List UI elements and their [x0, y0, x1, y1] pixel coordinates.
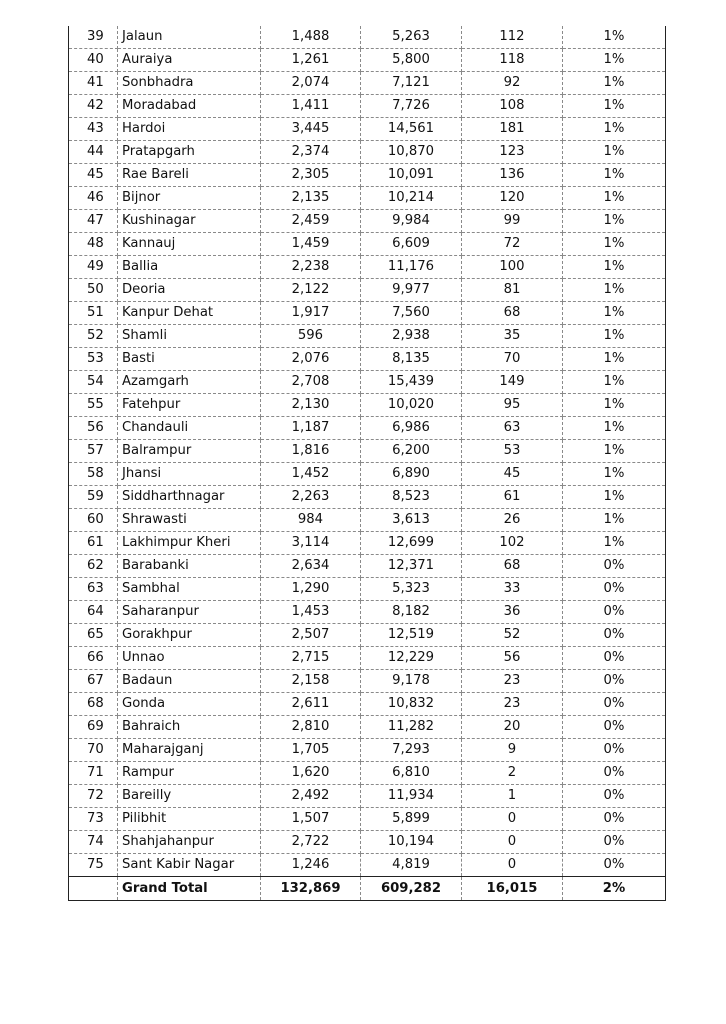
serial-cell: 60 — [69, 509, 118, 532]
district-name-cell: Sambhal — [118, 578, 261, 601]
table-row — [69, 785, 666, 808]
district-name-cell: Kannauj — [118, 233, 261, 256]
value-c-cell: 20 — [462, 716, 563, 739]
district-name-cell: Badaun — [118, 670, 261, 693]
table-row — [69, 325, 666, 348]
percent-cell: 1% — [563, 417, 666, 440]
percent-cell: 1% — [563, 325, 666, 348]
value-c-cell: 118 — [462, 49, 563, 72]
table-row — [69, 854, 666, 877]
percent-cell: 0% — [563, 739, 666, 762]
percent-cell: 0% — [563, 647, 666, 670]
value-c-cell: 0 — [462, 808, 563, 831]
serial-cell: 39 — [69, 26, 118, 49]
value-a-cell: 1,507 — [261, 808, 361, 831]
value-a-cell: 1,246 — [261, 854, 361, 877]
district-name-cell: Rae Bareli — [118, 164, 261, 187]
serial-cell: 71 — [69, 762, 118, 785]
table-row — [69, 371, 666, 394]
serial-cell: 47 — [69, 210, 118, 233]
percent-cell: 1% — [563, 49, 666, 72]
percent-cell: 1% — [563, 348, 666, 371]
value-a-cell: 1,705 — [261, 739, 361, 762]
value-b-cell: 15,439 — [361, 371, 462, 394]
serial-cell: 41 — [69, 72, 118, 95]
serial-cell: 63 — [69, 578, 118, 601]
district-name-cell: Pilibhit — [118, 808, 261, 831]
table-row — [69, 578, 666, 601]
value-a-cell: 1,452 — [261, 463, 361, 486]
serial-cell: 61 — [69, 532, 118, 555]
value-b-cell: 12,699 — [361, 532, 462, 555]
value-a-cell: 1,187 — [261, 417, 361, 440]
value-c-cell: 112 — [462, 26, 563, 49]
value-a-cell: 2,122 — [261, 279, 361, 302]
value-b-cell: 7,293 — [361, 739, 462, 762]
value-a-cell: 2,074 — [261, 72, 361, 95]
value-b-cell: 8,182 — [361, 601, 462, 624]
value-c-cell: 23 — [462, 693, 563, 716]
district-name-cell: Sonbhadra — [118, 72, 261, 95]
serial-cell: 52 — [69, 325, 118, 348]
percent-cell: 0% — [563, 808, 666, 831]
value-c-cell: 72 — [462, 233, 563, 256]
value-b-cell: 6,200 — [361, 440, 462, 463]
serial-cell: 57 — [69, 440, 118, 463]
value-b-cell: 8,135 — [361, 348, 462, 371]
serial-cell: 75 — [69, 854, 118, 877]
table-row — [69, 693, 666, 716]
district-name-cell: Kushinagar — [118, 210, 261, 233]
percent-cell: 1% — [563, 463, 666, 486]
value-a-cell: 2,459 — [261, 210, 361, 233]
value-b-cell: 11,176 — [361, 256, 462, 279]
value-c-cell: 1 — [462, 785, 563, 808]
percent-cell: 1% — [563, 233, 666, 256]
percent-cell: 0% — [563, 831, 666, 854]
value-b-cell: 10,020 — [361, 394, 462, 417]
value-a-cell: 1,261 — [261, 49, 361, 72]
district-name-cell: Sant Kabir Nagar — [118, 854, 261, 877]
serial-cell: 51 — [69, 302, 118, 325]
table-row — [69, 187, 666, 210]
value-b-cell: 11,934 — [361, 785, 462, 808]
serial-cell: 43 — [69, 118, 118, 141]
value-c-cell: 33 — [462, 578, 563, 601]
value-c-cell: 120 — [462, 187, 563, 210]
value-c-cell: 0 — [462, 854, 563, 877]
value-a-cell: 1,917 — [261, 302, 361, 325]
value-a-cell: 1,816 — [261, 440, 361, 463]
serial-cell: 64 — [69, 601, 118, 624]
serial-cell: 56 — [69, 417, 118, 440]
district-name-cell: Bareilly — [118, 785, 261, 808]
value-c-cell: 0 — [462, 831, 563, 854]
value-c-cell: 136 — [462, 164, 563, 187]
district-name-cell: Auraiya — [118, 49, 261, 72]
table-row — [69, 210, 666, 233]
value-b-cell: 7,560 — [361, 302, 462, 325]
percent-cell: 0% — [563, 578, 666, 601]
total-value-a-cell: 132,869 — [261, 877, 361, 901]
value-a-cell: 2,135 — [261, 187, 361, 210]
value-b-cell: 9,178 — [361, 670, 462, 693]
value-a-cell: 2,130 — [261, 394, 361, 417]
serial-cell: 68 — [69, 693, 118, 716]
table-row — [69, 716, 666, 739]
percent-cell: 0% — [563, 785, 666, 808]
value-a-cell: 984 — [261, 509, 361, 532]
serial-cell: 44 — [69, 141, 118, 164]
value-b-cell: 9,977 — [361, 279, 462, 302]
percent-cell: 1% — [563, 302, 666, 325]
serial-cell: 53 — [69, 348, 118, 371]
district-name-cell: Bahraich — [118, 716, 261, 739]
serial-cell: 45 — [69, 164, 118, 187]
district-name-cell: Jhansi — [118, 463, 261, 486]
serial-cell: 54 — [69, 371, 118, 394]
total-value-b-cell: 609,282 — [361, 877, 462, 901]
district-name-cell: Hardoi — [118, 118, 261, 141]
table-row — [69, 532, 666, 555]
district-name-cell: Jalaun — [118, 26, 261, 49]
district-name-cell: Moradabad — [118, 95, 261, 118]
total-serial-cell — [69, 877, 118, 901]
table-row — [69, 509, 666, 532]
value-c-cell: 36 — [462, 601, 563, 624]
table-row — [69, 26, 666, 49]
table-row — [69, 95, 666, 118]
value-c-cell: 123 — [462, 141, 563, 164]
table-row — [69, 348, 666, 371]
district-name-cell: Azamgarh — [118, 371, 261, 394]
value-a-cell: 3,114 — [261, 532, 361, 555]
value-b-cell: 6,986 — [361, 417, 462, 440]
table-row — [69, 440, 666, 463]
serial-cell: 42 — [69, 95, 118, 118]
percent-cell: 1% — [563, 95, 666, 118]
serial-cell: 62 — [69, 555, 118, 578]
value-b-cell: 3,613 — [361, 509, 462, 532]
value-c-cell: 26 — [462, 509, 563, 532]
value-c-cell: 68 — [462, 302, 563, 325]
value-b-cell: 2,938 — [361, 325, 462, 348]
value-c-cell: 9 — [462, 739, 563, 762]
percent-cell: 0% — [563, 670, 666, 693]
value-c-cell: 53 — [462, 440, 563, 463]
value-b-cell: 4,819 — [361, 854, 462, 877]
table-row — [69, 555, 666, 578]
value-c-cell: 149 — [462, 371, 563, 394]
district-name-cell: Saharanpur — [118, 601, 261, 624]
serial-cell: 74 — [69, 831, 118, 854]
value-c-cell: 181 — [462, 118, 563, 141]
value-a-cell: 2,238 — [261, 256, 361, 279]
serial-cell: 55 — [69, 394, 118, 417]
district-name-cell: Gorakhpur — [118, 624, 261, 647]
percent-cell: 1% — [563, 486, 666, 509]
district-name-cell: Kanpur Dehat — [118, 302, 261, 325]
percent-cell: 1% — [563, 440, 666, 463]
value-a-cell: 2,507 — [261, 624, 361, 647]
value-b-cell: 9,984 — [361, 210, 462, 233]
percent-cell: 0% — [563, 716, 666, 739]
table-row — [69, 279, 666, 302]
value-a-cell: 2,722 — [261, 831, 361, 854]
district-name-cell: Ballia — [118, 256, 261, 279]
value-a-cell: 1,453 — [261, 601, 361, 624]
value-c-cell: 81 — [462, 279, 563, 302]
value-b-cell: 10,832 — [361, 693, 462, 716]
value-a-cell: 2,076 — [261, 348, 361, 371]
percent-cell: 1% — [563, 141, 666, 164]
table-row — [69, 49, 666, 72]
table-row — [69, 808, 666, 831]
value-a-cell: 2,634 — [261, 555, 361, 578]
value-c-cell: 56 — [462, 647, 563, 670]
value-b-cell: 8,523 — [361, 486, 462, 509]
table-row — [69, 302, 666, 325]
value-a-cell: 2,611 — [261, 693, 361, 716]
value-a-cell: 1,459 — [261, 233, 361, 256]
value-a-cell: 2,305 — [261, 164, 361, 187]
table-row — [69, 394, 666, 417]
value-c-cell: 99 — [462, 210, 563, 233]
value-a-cell: 1,290 — [261, 578, 361, 601]
serial-cell: 48 — [69, 233, 118, 256]
serial-cell: 50 — [69, 279, 118, 302]
percent-cell: 0% — [563, 693, 666, 716]
value-a-cell: 596 — [261, 325, 361, 348]
grand-total-row — [69, 877, 666, 901]
table-row — [69, 463, 666, 486]
value-b-cell: 12,229 — [361, 647, 462, 670]
percent-cell: 0% — [563, 762, 666, 785]
percent-cell: 0% — [563, 624, 666, 647]
percent-cell: 1% — [563, 26, 666, 49]
value-a-cell: 3,445 — [261, 118, 361, 141]
district-name-cell: Rampur — [118, 762, 261, 785]
district-name-cell: Gonda — [118, 693, 261, 716]
value-c-cell: 100 — [462, 256, 563, 279]
district-name-cell: Shahjahanpur — [118, 831, 261, 854]
table-row — [69, 141, 666, 164]
value-b-cell: 5,800 — [361, 49, 462, 72]
value-b-cell: 10,194 — [361, 831, 462, 854]
table-row — [69, 647, 666, 670]
value-b-cell: 10,870 — [361, 141, 462, 164]
serial-cell: 73 — [69, 808, 118, 831]
serial-cell: 65 — [69, 624, 118, 647]
value-a-cell: 2,715 — [261, 647, 361, 670]
table-row — [69, 72, 666, 95]
value-c-cell: 70 — [462, 348, 563, 371]
value-c-cell: 108 — [462, 95, 563, 118]
serial-cell: 70 — [69, 739, 118, 762]
value-c-cell: 95 — [462, 394, 563, 417]
value-a-cell: 1,488 — [261, 26, 361, 49]
table-row — [69, 762, 666, 785]
table-row — [69, 601, 666, 624]
value-c-cell: 2 — [462, 762, 563, 785]
value-b-cell: 7,726 — [361, 95, 462, 118]
value-b-cell: 10,214 — [361, 187, 462, 210]
table-row — [69, 670, 666, 693]
percent-cell: 1% — [563, 371, 666, 394]
value-c-cell: 92 — [462, 72, 563, 95]
percent-cell: 1% — [563, 164, 666, 187]
percent-cell: 0% — [563, 601, 666, 624]
district-name-cell: Pratapgarh — [118, 141, 261, 164]
value-a-cell: 2,492 — [261, 785, 361, 808]
value-b-cell: 14,561 — [361, 118, 462, 141]
percent-cell: 1% — [563, 394, 666, 417]
table-row — [69, 256, 666, 279]
total-district-name-cell: Grand Total — [118, 877, 261, 901]
percent-cell: 1% — [563, 118, 666, 141]
percent-cell: 1% — [563, 532, 666, 555]
district-data-table — [68, 26, 666, 901]
serial-cell: 69 — [69, 716, 118, 739]
percent-cell: 1% — [563, 509, 666, 532]
value-b-cell: 12,519 — [361, 624, 462, 647]
percent-cell: 1% — [563, 72, 666, 95]
value-b-cell: 7,121 — [361, 72, 462, 95]
serial-cell: 46 — [69, 187, 118, 210]
value-a-cell: 2,158 — [261, 670, 361, 693]
percent-cell: 1% — [563, 187, 666, 210]
district-name-cell: Lakhimpur Kheri — [118, 532, 261, 555]
value-a-cell: 1,411 — [261, 95, 361, 118]
value-b-cell: 6,890 — [361, 463, 462, 486]
percent-cell: 0% — [563, 555, 666, 578]
table-row — [69, 233, 666, 256]
total-percent-cell: 2% — [563, 877, 666, 901]
percent-cell: 1% — [563, 279, 666, 302]
district-name-cell: Barabanki — [118, 555, 261, 578]
serial-cell: 49 — [69, 256, 118, 279]
table-row — [69, 486, 666, 509]
value-a-cell: 2,708 — [261, 371, 361, 394]
district-name-cell: Maharajganj — [118, 739, 261, 762]
district-name-cell: Fatehpur — [118, 394, 261, 417]
district-name-cell: Siddharthnagar — [118, 486, 261, 509]
value-b-cell: 5,323 — [361, 578, 462, 601]
serial-cell: 67 — [69, 670, 118, 693]
value-b-cell: 5,263 — [361, 26, 462, 49]
table-row — [69, 739, 666, 762]
value-a-cell: 2,810 — [261, 716, 361, 739]
value-b-cell: 6,609 — [361, 233, 462, 256]
percent-cell: 0% — [563, 854, 666, 877]
serial-cell: 72 — [69, 785, 118, 808]
value-b-cell: 12,371 — [361, 555, 462, 578]
value-c-cell: 102 — [462, 532, 563, 555]
district-name-cell: Balrampur — [118, 440, 261, 463]
value-c-cell: 23 — [462, 670, 563, 693]
value-c-cell: 52 — [462, 624, 563, 647]
value-a-cell: 2,374 — [261, 141, 361, 164]
district-name-cell: Shrawasti — [118, 509, 261, 532]
district-name-cell: Shamli — [118, 325, 261, 348]
table-row — [69, 417, 666, 440]
serial-cell: 59 — [69, 486, 118, 509]
serial-cell: 40 — [69, 49, 118, 72]
district-name-cell: Bijnor — [118, 187, 261, 210]
value-a-cell: 2,263 — [261, 486, 361, 509]
value-b-cell: 6,810 — [361, 762, 462, 785]
district-name-cell: Unnao — [118, 647, 261, 670]
serial-cell: 58 — [69, 463, 118, 486]
table-body — [69, 26, 666, 901]
table-row — [69, 831, 666, 854]
serial-cell: 66 — [69, 647, 118, 670]
value-c-cell: 45 — [462, 463, 563, 486]
district-name-cell: Deoria — [118, 279, 261, 302]
value-c-cell: 61 — [462, 486, 563, 509]
value-c-cell: 68 — [462, 555, 563, 578]
value-a-cell: 1,620 — [261, 762, 361, 785]
district-name-cell: Chandauli — [118, 417, 261, 440]
value-b-cell: 5,899 — [361, 808, 462, 831]
value-b-cell: 11,282 — [361, 716, 462, 739]
percent-cell: 1% — [563, 210, 666, 233]
table-row — [69, 118, 666, 141]
percent-cell: 1% — [563, 256, 666, 279]
value-c-cell: 63 — [462, 417, 563, 440]
total-value-c-cell: 16,015 — [462, 877, 563, 901]
value-b-cell: 10,091 — [361, 164, 462, 187]
value-c-cell: 35 — [462, 325, 563, 348]
table-row — [69, 164, 666, 187]
district-name-cell: Basti — [118, 348, 261, 371]
table-row — [69, 624, 666, 647]
